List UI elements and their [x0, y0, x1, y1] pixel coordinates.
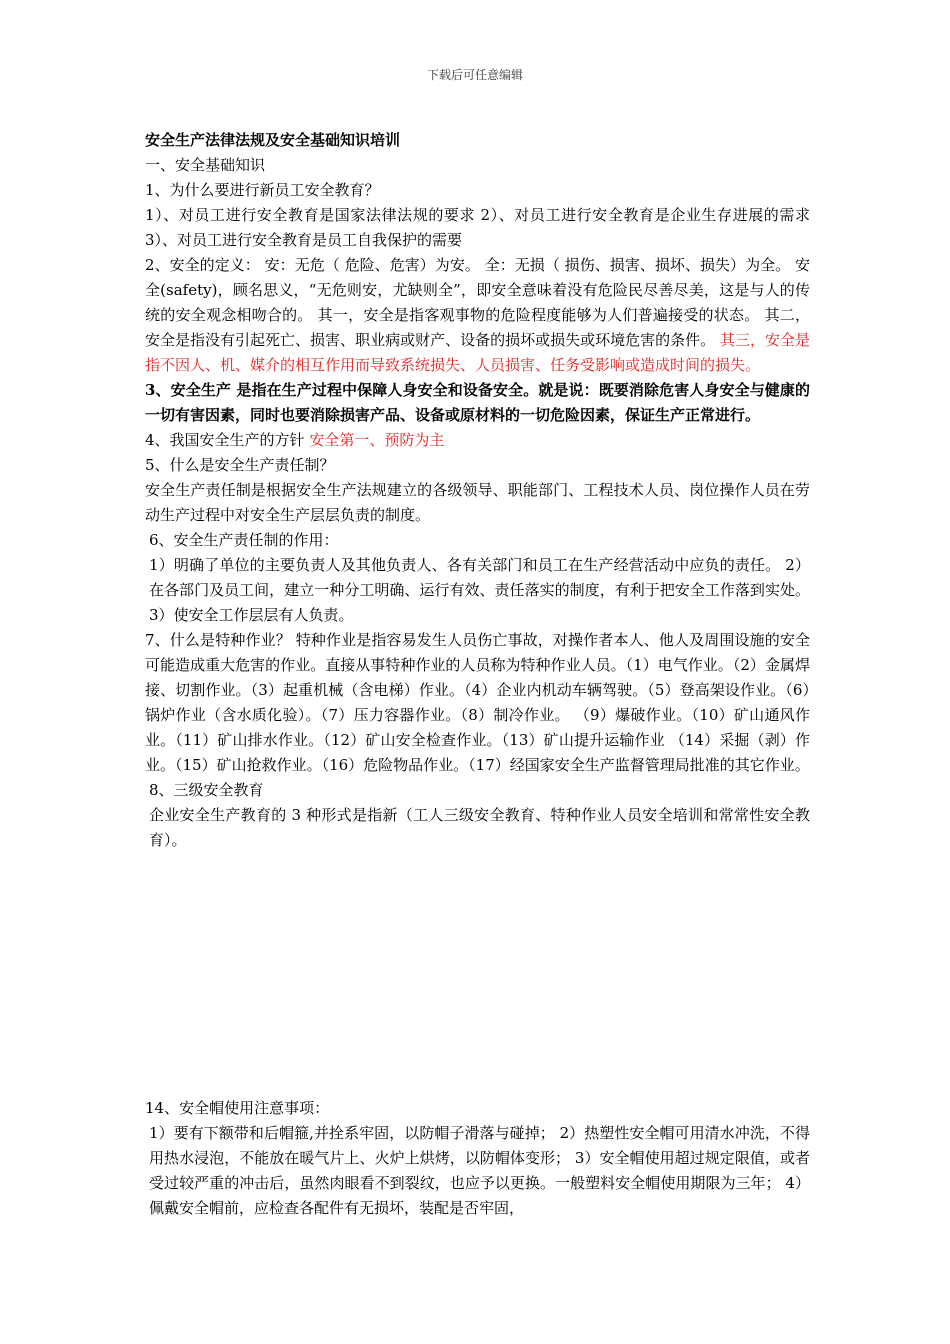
question-4-text: 4、我国安全生产的方针	[145, 431, 310, 449]
question-7: 7、什么是特种作业？ 特种作业是指容易发生人员伤亡事故，对操作者本人、他人及周围设施的安全可能造成重大危害的作业。直接从事特种作业的人员称为特种作业人员。（1）电气作业。（2）金属焊接、切割作业。（3）起重机械（含电梯）作业。（4）企业内机动车辆驾驶。（5）登高架设作业。（6）锅炉作业（含水质化验）。（7）压力容器作业。（8）制冷作业。 （9）爆破作业。（10）矿山通风作业。（11）矿山排水作业。（12）矿山安全检查作业。（13）矿山提升运输作业 （14）采掘（剥）作业。（15）矿山抢救作业。（16）危险物品作业。（17）经国家安全生产监督管理局批准的其它作业。	[145, 631, 810, 774]
answer-5: 安全生产责任制是根据安全生产法规建立的各级领导、职能部门、工程技术人员、岗位操作人员在劳动生产过程中对安全生产层层负责的制度。	[145, 481, 810, 524]
document-title: 安全生产法律法规及安全基础知识培训	[145, 131, 401, 149]
question-8: 8、三级安全教育	[149, 781, 264, 799]
question-5: 5、什么是安全生产责任制？	[145, 456, 335, 474]
document-body-continued	[145, 1096, 810, 1221]
answer-14: 1）要有下额带和后帽箍,并拴系牢固，以防帽子滑落与碰掉； 2）热塑性安全帽可用清水冲洗，不得用热水浸泡，不能放在暖气片上、火炉上烘烤，以防帽体变形； 3）安全帽使用超过规定限值，或者受过较严重的冲击后，虽然肉眼看不到裂纹，也应予以更换。一般塑料安全帽使用期限为三年； 4）佩戴安全帽前，应检查各配件有无损坏，装配是否牢固，	[149, 1124, 810, 1217]
answer-1: 1）、对员工进行安全教育是国家法律法规的要求 2）、对员工进行安全教育是企业生存进展的需求 3）、对员工进行安全教育是员工自我保护的需要	[145, 206, 810, 249]
question-6: 6、安全生产责任制的作用：	[149, 531, 339, 549]
question-4	[145, 428, 810, 453]
question-1: 1、为什么要进行新员工安全教育？	[145, 181, 380, 199]
section-heading: 一、安全基础知识	[145, 156, 266, 174]
document-body	[145, 128, 810, 853]
question-2-highlight: 其三，安全是指不因人、机、媒介的相互作用而导致系统损失、人员损害、任务受影响或造成时间的损失。	[145, 331, 810, 374]
question-4-highlight: 安全第一、预防为主	[309, 431, 445, 449]
question-3: 3、安全生产 是指在生产过程中保障人身安全和设备安全。就是说：既要消除危害人身安全与健康的一切有害因素，同时也要消除损害产品、设备或原材料的一切危险因素，保证生产正常进行。	[145, 381, 810, 424]
page-header: 下载后可任意编辑	[426, 68, 523, 82]
answer-8: 企业安全生产教育的 3 种形式是指新（工人三级安全教育、特种作业人员安全培训和常常性安全教育）。	[149, 806, 810, 849]
question-14: 14、安全帽使用注意事项：	[145, 1099, 330, 1117]
answer-6: 1）明确了单位的主要负责人及其他负责人、各有关部门和员工在生产经营活动中应负的责任。 2）在各部门及员工间，建立一种分工明确、运行有效、责任落实的制度，有利于把安全工作落到实处。 3）使安全工作层层有人负责。	[149, 556, 810, 624]
question-2	[145, 253, 810, 378]
question-2-text: 2、安全的定义： 安：无危（ 危险、危害）为安。 全：无损（ 损伤、损害、损坏、损失）为全。 安全(safety)，顾名思义，“无危则安，尤缺则全”，即安全意味着没有危险民尽善尽美，这是与人的传统的安全观念相吻合的。 其一，安全是指客观事物的危险程度能够为人们普遍接受的状态。 其二，安全是指没有引起死亡、损害、职业病或财产、设备的损坏或损失或环境危害的条件。	[145, 256, 810, 349]
